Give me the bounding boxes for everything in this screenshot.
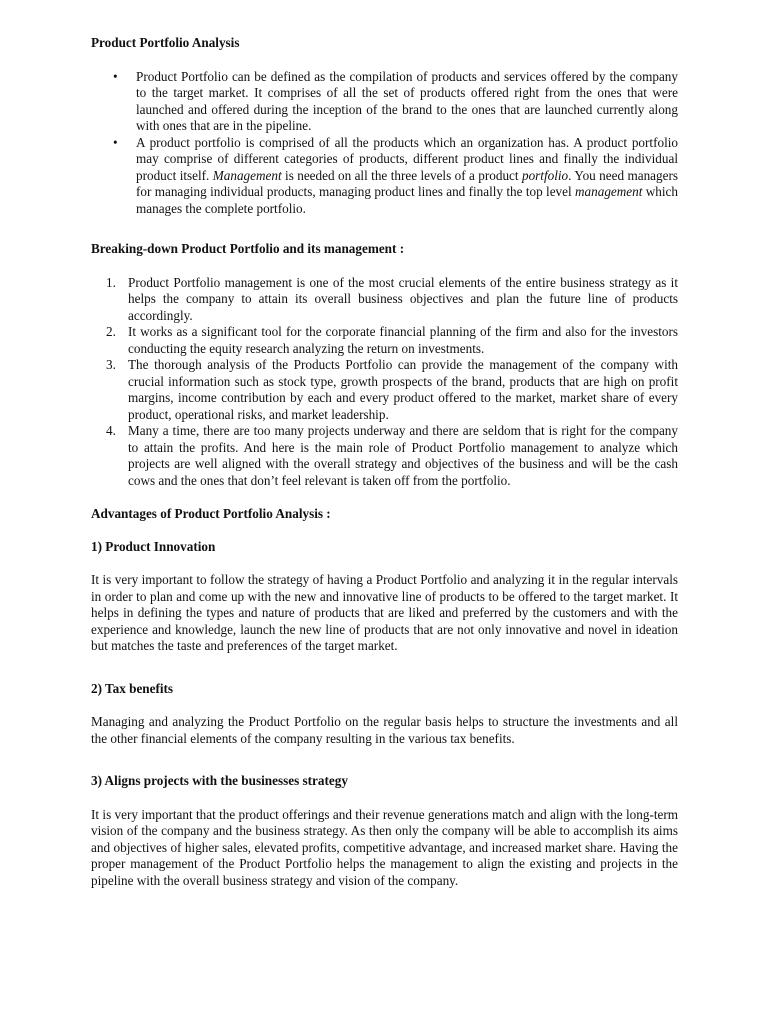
- numbered-item-4: [91, 423, 678, 489]
- number-marker: 3.: [106, 357, 116, 372]
- document-page: [91, 35, 678, 889]
- bullet-text: Product Portfolio can be defined as the compilation of products and services offered by the company to the target market. It comprises of all the set of products offered right from the ones that were launched and offered during the inception of the brand to the ones that are launched currently along with ones that are in the pipeline.: [136, 68, 678, 133]
- bullet-item-2: [91, 135, 678, 218]
- section-body-tax-benefits: Managing and analyzing the Product Portfolio on the regular basis helps to structure the investments and all the other financial elements of the company resulting in the various tax benefits.: [91, 714, 678, 746]
- bullet-marker: •: [113, 68, 118, 84]
- bullet-text-part: A product portfolio is comprised of all the products which an organization has. A product portfolio may comprise of different categories of products, different product lines and finally the individual product itself.: [136, 134, 678, 183]
- bullet-text-italic: management: [575, 184, 643, 199]
- bullet-text-part: which manages the complete portfolio.: [136, 184, 679, 216]
- number-marker: 4.: [106, 423, 116, 438]
- document-title: Product Portfolio Analysis: [91, 35, 240, 50]
- bullet-marker: •: [113, 134, 118, 150]
- section-heading-product-innovation: 1) Product Innovation: [91, 538, 216, 554]
- bullet-item-1: [91, 69, 678, 135]
- breakdown-heading: Breaking-down Product Portfolio and its management :: [91, 241, 405, 256]
- section-heading-tax-benefits: 2) Tax benefits: [91, 680, 174, 696]
- number-marker: 2.: [106, 324, 116, 339]
- numbered-text: Product Portfolio management is one of the most crucial elements of the entire business strategy as it helps the company to attain its overall business objectives and plan the future line of products accordingly.: [128, 274, 678, 323]
- bullet-text-part: is needed on all the three levels of a product: [281, 167, 522, 183]
- bullet-text-italic: Management: [212, 167, 282, 183]
- numbered-text: The thorough analysis of the Products Portfolio can provide the management of the company with crucial information such as stock type, growth prospects of the brand, products that are high on profit margins, income contribution by each and every product offered to the market, market share of every product, operational risks, and market leadership.: [128, 357, 678, 422]
- numbered-item-3: [91, 357, 678, 423]
- breakdown-numbered-list: [91, 275, 678, 490]
- section-body-product-innovation: It is very important to follow the strategy of having a Product Portfolio and analyzing it in the regular intervals in order to plan and come up with the new and innovative line of products to be offered to the target market. It helps in defining the types and nature of products that are liked and preferred by the customers and with the experience and knowledge, launch the new line of products that are not only innovative and novel in ideation but matches the taste and preferences of the target market.: [91, 572, 678, 653]
- bullet-text-part: . You need managers for managing individual products, managing product lines and finally the top level: [136, 167, 679, 199]
- advantages-heading: Advantages of Product Portfolio Analysis :: [91, 506, 331, 521]
- bullet-text-italic: portfolio: [521, 167, 569, 183]
- numbered-text: It works as a significant tool for the corporate financial planning of the firm and also for the investors conducting the equity research analyzing the return on investments.: [128, 324, 678, 356]
- section-heading-aligns-projects: 3) Aligns projects with the businesses strategy: [91, 773, 348, 788]
- numbered-item-1: [91, 275, 678, 325]
- number-marker: 1.: [106, 274, 116, 290]
- numbered-item-2: [91, 324, 678, 357]
- section-body-aligns-projects: It is very important that the product offerings and their revenue generations match and align with the long-term vision of the company and the business strategy. As then only the company will be able to accomplish its aims and objectives of higher sales, elevated profits, competitive advantage, and increased market share. Having the proper management of the Product Portfolio helps the management to align the existing and projects in the pipeline with the overall business strategy and vision of the company.: [91, 806, 678, 888]
- definition-bullet-list: [91, 69, 678, 218]
- numbered-text: Many a time, there are too many projects underway and there are seldom that is right for the company to attain the profits. And here is the main role of Product Portfolio management to analyze which projects are well aligned with the overall strategy and objectives of the business and will be the cash cows and the ones that don’t feel relevant is taken off from the portfolio.: [128, 423, 678, 488]
